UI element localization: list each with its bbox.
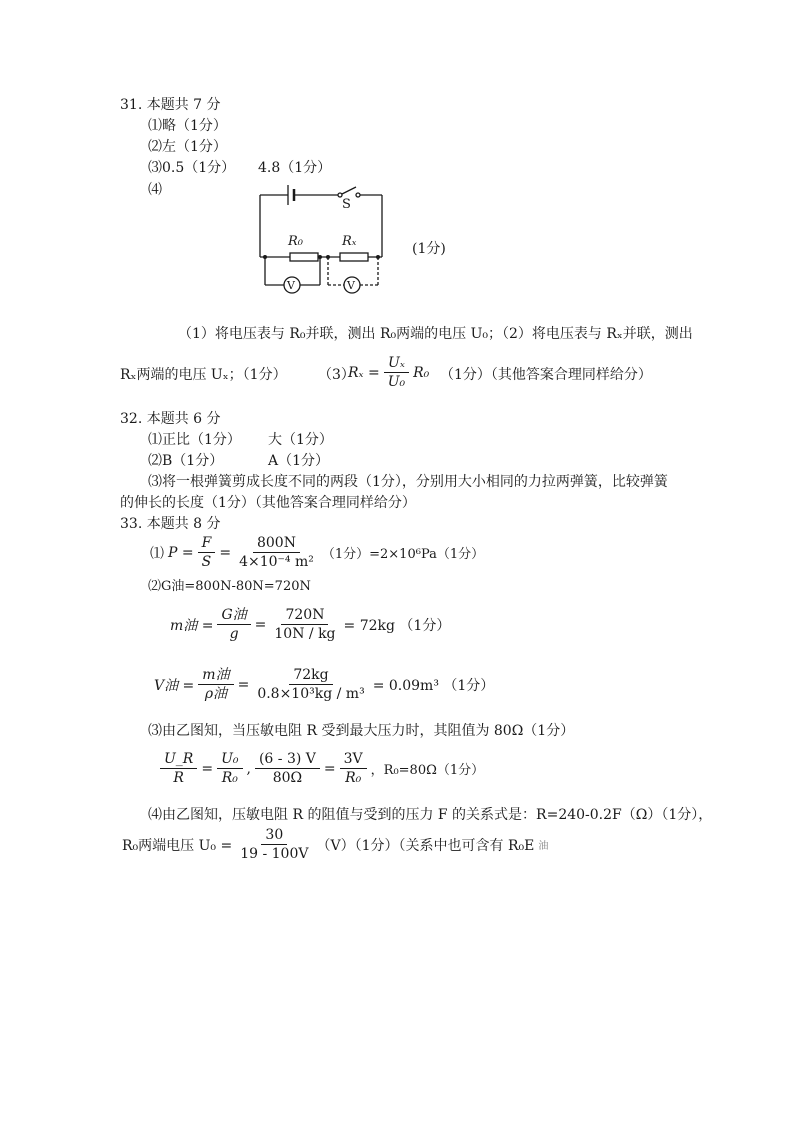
q31-part2: ⑵左（1分） [148, 139, 227, 155]
q31-part4: ⑷ [148, 182, 162, 198]
q32-header: 32. 本题共 6 分 [120, 411, 221, 427]
voltmeter2-label: V [347, 279, 355, 292]
q32-part3b: 的伸长的长度（1分）（其他答案合理同样给分） [120, 495, 416, 511]
q32-part1b: 大（1分） [268, 432, 333, 448]
u0-formula: R₀两端电压 U₀ = $\frac{30}{19 - 100V}$ （V）（1分）（关系中也可含有 R₀E 油 [122, 827, 549, 862]
ratio-formula: $\frac{U\_R}{R}$ = $\frac{\text{U₀}}{\text{R₀}}$ , $\frac{(6 - 3) V}{80\Omega}$ = $\frac{3V}{\text{R₀}}$ ，R₀=80Ω（1分） [158, 750, 486, 787]
q31-part1: ⑴略（1分） [148, 118, 227, 134]
switch-label: S [342, 197, 351, 212]
q32-part2b: A（1分） [268, 453, 330, 469]
voltmeter1-label: V [287, 279, 295, 292]
mass-formula: m油 = $\frac{\text{G油}}{g}$ = $\frac{720N}{10N / kg}$ = 72kg （1分） [170, 607, 451, 642]
q31-line2b: （3） [318, 367, 355, 383]
q31-part3b: 4.8（1分） [258, 160, 332, 176]
faded-text: 油 [538, 841, 549, 852]
q31-line1: （1）将电压表与 R₀并联，测出 R₀两端的电压 U₀；（2）将电压表与 Rₓ并联，测出 [178, 326, 693, 342]
r0-label: R₀ [288, 234, 303, 249]
q31-part3a: ⑶0.5（1分） [148, 160, 236, 176]
q31-line2c: （1分）（其他答案合理同样给分） [440, 367, 652, 383]
q32-part2a: ⑵B（1分） [148, 453, 224, 469]
rx-formula: Rₓ = $\frac{\text{Uₓ}}{\text{U₀}}$ R₀ [348, 355, 430, 390]
q32-part3: ⑶将一根弹簧剪成长度不同的两段（1分），分别用大小相同的力拉两弹簧，比较弹簧 [148, 474, 668, 490]
q33-header: 33. 本题共 8 分 [120, 516, 221, 532]
q31-header: 31. 本题共 7 分 [120, 97, 221, 113]
volume-formula: V油 = $\frac{\text{m油}}{\text{ρ油}}$ = $\frac{72kg}{\text{0.8×10³kg / m³}}$ = 0.09m³ （1分） [154, 667, 495, 702]
rx-label: Rₓ [342, 234, 357, 249]
q33-part3: ⑶由乙图知，当压敏电阻 R 受到最大压力时，其阻值为 80Ω（1分） [148, 723, 575, 739]
pressure-formula: ⑴ P = $\frac{F}{S}$ = $\frac{800N}{\text{4×10⁻⁴ m²}}$ （1分）=2×10⁶Pa（1分） [150, 535, 485, 570]
q31-line2a: Rₓ两端的电压 Uₓ；（1分） [120, 367, 287, 383]
q33-part2: ⑵G油=800N-80N=720N [148, 579, 311, 594]
q32-part1a: ⑴正比（1分） [148, 432, 241, 448]
q33-part4: ⑷由乙图知，压敏电阻 R 的阻值与受到的压力 F 的关系式是：R=240-0.2F（Ω）（1分）， [148, 807, 713, 823]
circuit-score: (1分) [412, 241, 446, 257]
